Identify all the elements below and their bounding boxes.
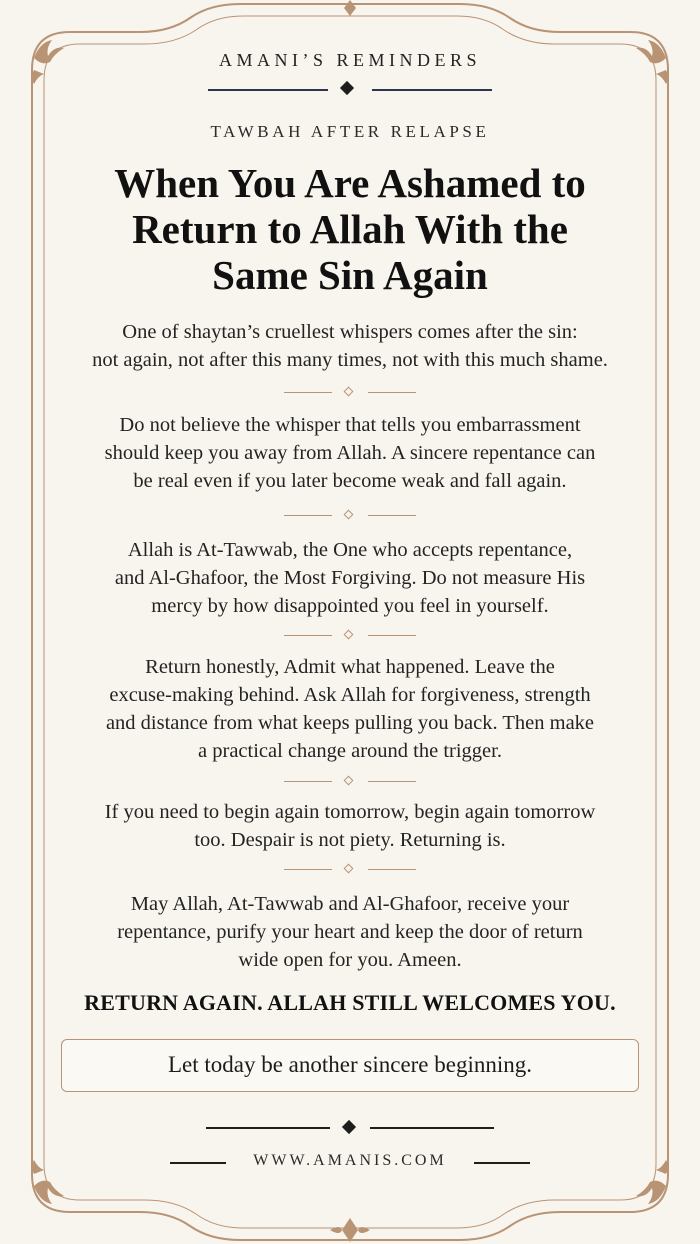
divider-diamond-icon: [344, 387, 354, 397]
paragraph: [40, 653, 660, 765]
headline-line: Return to Allah With the: [132, 206, 568, 252]
headline-line: Same Sin Again: [212, 252, 488, 298]
paragraph: [40, 798, 660, 854]
divider-diamond-icon: [344, 864, 354, 874]
paragraph-line: be real even if you later become weak and fall again.: [133, 470, 567, 492]
article-headline: [60, 160, 640, 298]
footer-rule-left: [206, 1127, 330, 1129]
paragraph-line: and distance from what keeps pulling you back. Then make: [105, 712, 595, 734]
paragraph-line: One of shaytan’s cruellest whispers comes after the sin:: [122, 321, 578, 343]
divider-diamond-icon: [344, 776, 354, 786]
paragraph: [40, 536, 660, 620]
paragraph-line: a practical change around the trigger.: [198, 740, 502, 762]
paragraph-line: Do not believe the whisper that tells you embarrassment: [119, 414, 581, 436]
paragraph-line: should keep you away from Allah. A sincere repentance can: [104, 442, 596, 464]
paragraph-line: mercy by how disappointed you feel in yourself.: [151, 595, 549, 617]
paragraph-line: repentance, purify your heart and keep the door of return: [117, 921, 583, 943]
paragraph-line: too. Despair is not piety. Returning is.: [194, 829, 506, 851]
divider-diamond-icon: [344, 630, 354, 640]
brand-title: AMANI’S REMINDERS: [218, 50, 481, 70]
section-divider: [280, 774, 420, 788]
footer-rule-right: [370, 1127, 494, 1129]
divider-diamond-icon: [344, 510, 354, 520]
section-divider: [280, 508, 420, 522]
section-divider: [280, 862, 420, 876]
website-link[interactable]: WWW.AMANIS.COM: [253, 1152, 447, 1169]
section-divider: [280, 628, 420, 642]
paragraph-line: not again, not after this many times, not with this much shame.: [92, 349, 608, 371]
paragraph-line: and Al-Ghafoor, the Most Forgiving. Do not measure His: [114, 567, 586, 589]
paragraph: [40, 890, 660, 974]
paragraph-line: excuse-making behind. Ask Allah for forgiveness, strength: [109, 684, 591, 706]
headline-line: When You Are Ashamed to: [114, 160, 586, 206]
closing-message-box: Let today be another sincere beginning.: [61, 1039, 639, 1092]
paragraph-line: May Allah, At-Tawwab and Al-Ghafoor, receive your: [130, 893, 570, 915]
section-divider: [280, 385, 420, 399]
paragraph-line: wide open for you. Ameen.: [238, 949, 462, 971]
article-kicker: TAWBAH AFTER RELAPSE: [210, 122, 490, 141]
paragraph: [40, 411, 660, 495]
paragraph-line: Allah is At-Tawwab, the One who accepts repentance,: [127, 539, 573, 561]
header-rule-right: [372, 89, 492, 91]
paragraph-line: Return honestly, Admit what happened. Leave the: [145, 656, 555, 678]
paragraph-line: If you need to begin again tomorrow, begin again tomorrow: [104, 801, 596, 823]
paragraph: [40, 318, 660, 374]
header-rule-left: [208, 89, 328, 91]
call-to-action: RETURN AGAIN. ALLAH STILL WELCOMES YOU.: [84, 990, 616, 1015]
